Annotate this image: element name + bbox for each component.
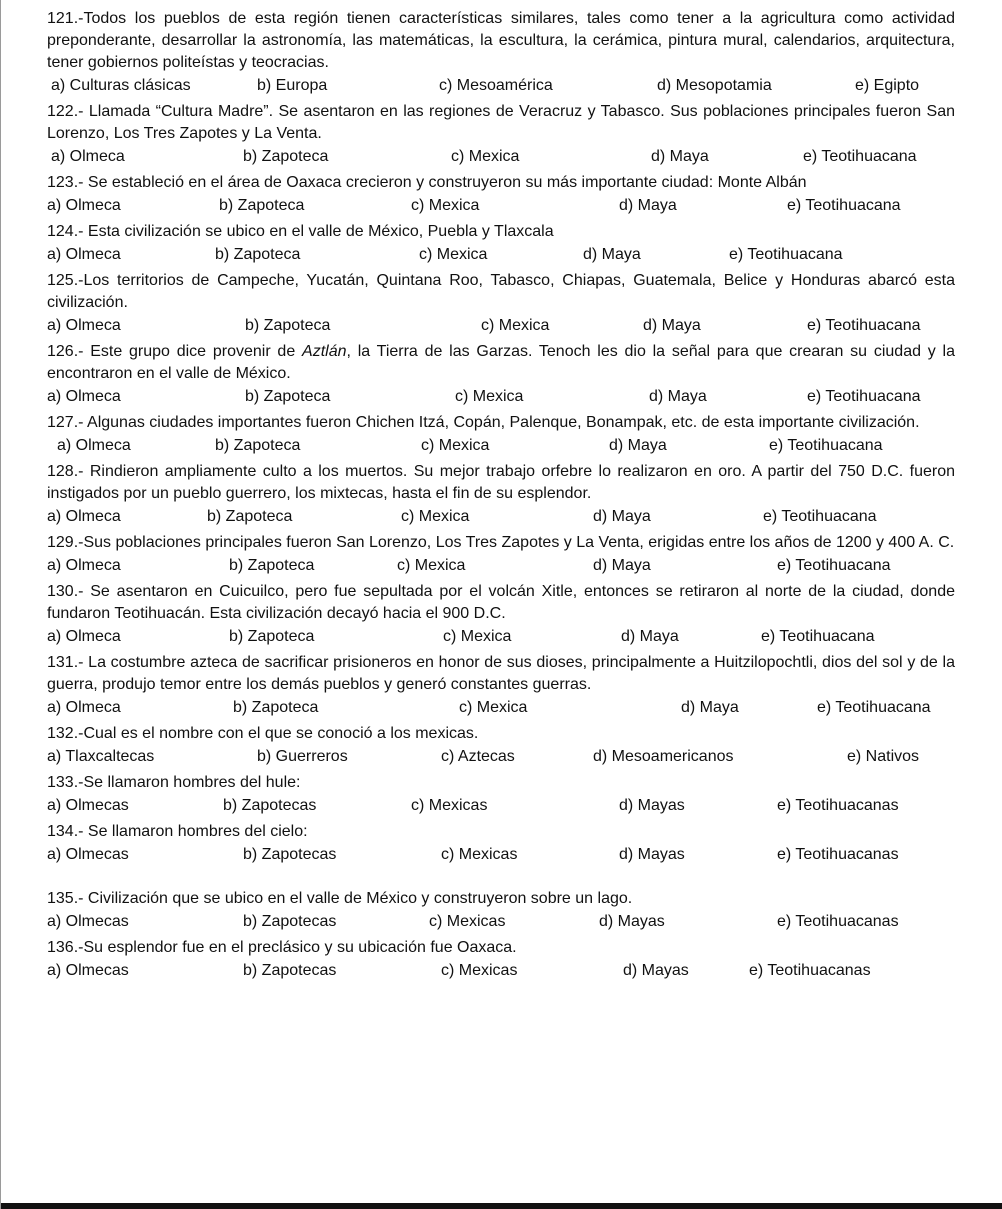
option-d[interactable]: d) Maya	[583, 246, 641, 263]
answer-options	[47, 959, 955, 986]
option-c[interactable]: c) Mexica	[451, 148, 520, 165]
question-123	[47, 172, 955, 221]
question-text: 122.- Llamada “Cultura Madre”. Se asentaron en las regiones de Veracruz y Tabasco. Sus poblaciones principales fueron San Lorenzo, Los Tres Zapotes y La Venta.	[47, 103, 955, 142]
option-e[interactable]: e) Teotihuacana	[807, 388, 921, 405]
answer-options	[47, 434, 955, 461]
question-text-emphasis: Aztlán	[302, 343, 347, 360]
answer-options	[47, 505, 955, 532]
option-b[interactable]: b) Zapoteca	[219, 197, 305, 214]
option-b[interactable]: b) Zapotecas	[223, 797, 317, 814]
question-129	[47, 532, 955, 581]
question-127	[47, 412, 955, 461]
question-text: 121.-Todos los pueblos de esta región tienen características similares, tales como tener a la agricultura como actividad preponderante, desarrollar la astronomía, las matemáticas, la escultura, la cerámica, pintura mural, calendarios, arquitectura, tener gobiernos politeístas y teocracias.	[47, 10, 955, 71]
option-a[interactable]: a) Olmeca	[57, 437, 131, 454]
option-a[interactable]: a) Olmeca	[47, 508, 121, 525]
answer-options	[47, 385, 955, 412]
answer-options	[47, 314, 955, 341]
answer-options	[47, 554, 955, 581]
option-c[interactable]: c) Mexicas	[429, 913, 506, 930]
option-b[interactable]: b) Zapoteca	[215, 437, 301, 454]
question-text: 123.- Se estableció en el área de Oaxaca crecieron y construyeron su más importante ciudad: Monte Albán	[47, 174, 807, 191]
option-c[interactable]: c) Mexicas	[411, 797, 488, 814]
option-d[interactable]: d) Maya	[593, 557, 651, 574]
option-c[interactable]: c) Aztecas	[441, 748, 515, 765]
question-text: 136.-Su esplendor fue en el preclásico y su ubicación fue Oaxaca.	[47, 939, 517, 956]
option-c[interactable]: c) Mexica	[455, 388, 524, 405]
option-c[interactable]: c) Mexica	[411, 197, 480, 214]
option-c[interactable]: c) Mexica	[481, 317, 550, 334]
answer-options	[47, 243, 955, 270]
option-d[interactable]: d) Maya	[609, 437, 667, 454]
question-122	[47, 101, 955, 172]
option-d[interactable]: d) Maya	[621, 628, 679, 645]
option-d[interactable]: d) Maya	[593, 508, 651, 525]
spacer	[47, 870, 955, 888]
question-124	[47, 221, 955, 270]
option-a[interactable]: a) Olmecas	[47, 797, 129, 814]
option-a[interactable]: a) Olmeca	[47, 557, 121, 574]
option-c[interactable]: c) Mexica	[419, 246, 488, 263]
option-d[interactable]: d) Maya	[643, 317, 701, 334]
option-e[interactable]: e) Teotihuacanas	[777, 797, 899, 814]
option-d[interactable]: d) Mesoamericanos	[593, 748, 734, 765]
question-text: 128.- Rindieron ampliamente culto a los muertos. Su mejor trabajo orfebre lo realizaron en oro. A partir del 750 D.C. fueron instigados por un pueblo guerrero, los mixtecas, hasta el fin de su esplendor.	[47, 463, 955, 502]
option-a[interactable]: a) Olmecas	[47, 846, 129, 863]
option-c[interactable]: c) Mexica	[397, 557, 466, 574]
option-e[interactable]: e) Egipto	[855, 77, 920, 94]
option-e[interactable]: e) Teotihuacana	[729, 246, 843, 263]
option-a[interactable]: a) Olmeca	[47, 317, 121, 334]
option-d[interactable]: d) Mayas	[619, 797, 685, 814]
option-d[interactable]: d) Mayas	[619, 846, 685, 863]
option-e[interactable]: e) Teotihuacana	[761, 628, 875, 645]
option-d[interactable]: d) Mesopotamia	[657, 77, 772, 94]
option-c[interactable]: c) Mexica	[443, 628, 512, 645]
option-e[interactable]: e) Teotihuacana	[803, 148, 917, 165]
question-text: 125.-Los territorios de Campeche, Yucatán, Quintana Roo, Tabasco, Chiapas, Guatemala, Belice y Honduras abarcó esta civilización.	[47, 272, 955, 311]
option-e[interactable]: e) Teotihuacanas	[749, 962, 871, 979]
question-list	[47, 8, 955, 986]
question-136	[47, 937, 955, 986]
option-a[interactable]: a) Tlaxcaltecas	[47, 748, 155, 765]
question-text: 133.-Se llamaron hombres del hule:	[47, 774, 301, 791]
option-b[interactable]: b) Zapotecas	[243, 846, 337, 863]
option-b[interactable]: b) Zapoteca	[215, 246, 301, 263]
question-125	[47, 270, 955, 341]
question-130	[47, 581, 955, 652]
option-b[interactable]: b) Zapoteca	[245, 388, 331, 405]
answer-options	[47, 910, 955, 937]
option-e[interactable]: e) Teotihuacana	[769, 437, 883, 454]
question-text: 129.-Sus poblaciones principales fueron San Lorenzo, Los Tres Zapotes y La Venta, erigidas entre los años de 1200 y 400 A. C.	[47, 534, 955, 551]
question-text: 135.- Civilización que se ubico en el valle de México y construyeron sobre un lago.	[47, 890, 633, 907]
option-e[interactable]: e) Teotihuacana	[787, 197, 901, 214]
option-d[interactable]: d) Mayas	[599, 913, 665, 930]
answer-options	[47, 74, 955, 101]
question-121	[47, 8, 955, 101]
option-b[interactable]: b) Guerreros	[257, 748, 348, 765]
option-d[interactable]: d) Mayas	[623, 962, 689, 979]
option-e[interactable]: e) Teotihuacanas	[777, 913, 899, 930]
option-e[interactable]: e) Teotihuacana	[807, 317, 921, 334]
option-c[interactable]: c) Mexica	[401, 508, 470, 525]
option-b[interactable]: b) Europa	[257, 77, 328, 94]
question-133	[47, 772, 955, 821]
option-e[interactable]: e) Teotihuacana	[817, 699, 931, 716]
option-a[interactable]: a) Olmeca	[51, 148, 125, 165]
question-text: 130.- Se asentaron en Cuicuilco, pero fue sepultada por el volcán Xitle, entonces se retiraron al norte de la ciudad, donde fundaron Teotihuacán. Esta civilización decayó hacia el 900 D.C.	[47, 583, 955, 622]
answer-options	[47, 745, 955, 772]
question-text-end: , la Tierra de las Garzas. Tenoch les dio la señal para que crearan su ciudad y la encontraron en el valle de México.	[47, 343, 955, 382]
option-a[interactable]: a) Olmeca	[47, 628, 121, 645]
question-132	[47, 723, 955, 772]
answer-options	[47, 794, 955, 821]
option-a[interactable]: a) Olmeca	[47, 197, 121, 214]
option-b[interactable]: b) Zapoteca	[229, 557, 315, 574]
option-c[interactable]: c) Mexica	[421, 437, 490, 454]
option-d[interactable]: d) Maya	[651, 148, 709, 165]
option-a[interactable]: a) Olmecas	[47, 913, 129, 930]
question-131	[47, 652, 955, 723]
option-a[interactable]: a) Olmeca	[47, 246, 121, 263]
option-c[interactable]: c) Mexica	[459, 699, 528, 716]
question-128	[47, 461, 955, 532]
option-c[interactable]: c) Mexicas	[441, 962, 518, 979]
option-a[interactable]: a) Olmecas	[47, 962, 129, 979]
option-a[interactable]: a) Culturas clásicas	[51, 77, 191, 94]
answer-options	[47, 696, 955, 723]
question-text: 124.- Esta civilización se ubico en el valle de México, Puebla y Tlaxcala	[47, 223, 554, 240]
answer-options	[47, 625, 955, 652]
question-text-start: 126.- Este grupo dice provenir de	[47, 343, 303, 360]
option-b[interactable]: b) Zapoteca	[207, 508, 293, 525]
option-b[interactable]: b) Zapoteca	[245, 317, 331, 334]
answer-options	[47, 194, 955, 221]
bottom-border	[1, 1203, 1002, 1209]
option-e[interactable]: e) Teotihuacanas	[777, 846, 899, 863]
question-text: 132.-Cual es el nombre con el que se conoció a los mexicas.	[47, 725, 479, 742]
option-b[interactable]: b) Zapotecas	[243, 913, 337, 930]
option-a[interactable]: a) Olmeca	[47, 699, 121, 716]
option-b[interactable]: b) Zapoteca	[243, 148, 329, 165]
question-126	[47, 341, 955, 412]
question-135	[47, 888, 955, 937]
question-text: 131.- La costumbre azteca de sacrificar prisioneros en honor de sus dioses, principalmente a Huitzilopochtli, dios del sol y de la guerra, produjo temor entre los demás pueblos y generó constantes guerras.	[47, 654, 955, 693]
option-b[interactable]: b) Zapotecas	[243, 962, 337, 979]
question-text: 127.- Algunas ciudades importantes fueron Chichen Itzá, Copán, Palenque, Bonampak, etc. de esta importante civilización.	[47, 414, 920, 431]
option-d[interactable]: d) Maya	[649, 388, 707, 405]
option-c[interactable]: c) Mesoamérica	[439, 77, 553, 94]
option-e[interactable]: e) Teotihuacana	[763, 508, 877, 525]
option-c[interactable]: c) Mexicas	[441, 846, 518, 863]
option-a[interactable]: a) Olmeca	[47, 388, 121, 405]
option-b[interactable]: b) Zapoteca	[229, 628, 315, 645]
option-e[interactable]: e) Teotihuacana	[777, 557, 891, 574]
option-d[interactable]: d) Maya	[681, 699, 739, 716]
option-d[interactable]: d) Maya	[619, 197, 677, 214]
question-134	[47, 821, 955, 870]
option-b[interactable]: b) Zapoteca	[233, 699, 319, 716]
question-text: 134.- Se llamaron hombres del cielo:	[47, 823, 308, 840]
question-text	[47, 341, 955, 385]
answer-options	[47, 843, 955, 870]
answer-options	[47, 145, 955, 172]
option-e[interactable]: e) Nativos	[847, 748, 920, 765]
